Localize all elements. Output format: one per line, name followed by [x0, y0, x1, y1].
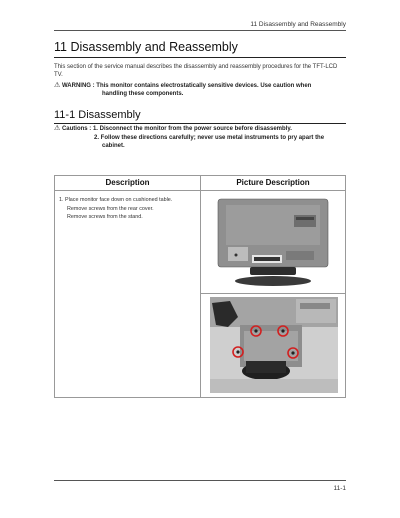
caution-line1: Cautions : 1. Disconnect the monitor from the power source before disassembly.	[61, 126, 292, 132]
caution-icon: ⚠	[54, 125, 61, 132]
step-1-line3: Remove screws from the stand.	[67, 214, 143, 220]
warning-text-line2: handling these components.	[102, 91, 184, 97]
picture-divider	[201, 293, 345, 294]
page-number: 11-1	[333, 485, 346, 492]
procedure-table	[54, 175, 346, 398]
running-header: 11 Disassembly and Reassembly	[250, 21, 346, 28]
intro-paragraph: This section of the service manual describes the disassembly and reassembly procedures for the TFT-LCD TV.	[54, 64, 338, 78]
stand-screws-photo	[210, 297, 338, 393]
column-divider	[200, 176, 201, 397]
section-title: 11 Disassembly and Reassembly	[54, 40, 346, 58]
column-header-picture: Picture Description	[236, 178, 310, 187]
step-1-line2: Remove screws from the rear cover.	[67, 205, 154, 212]
caution-line2: 2. Follow these directions carefully; never use metal instruments to pry apart the	[94, 134, 325, 141]
header-rule	[54, 30, 346, 31]
subsection-title: 11-1 Disassembly	[54, 109, 346, 124]
column-header-description: Description	[105, 178, 150, 187]
cautions-note	[54, 125, 346, 151]
step-1-description	[59, 196, 197, 222]
warning-text-line1: WARNING : This monitor contains electrostatically sensitive devices. Use caution when	[61, 83, 312, 89]
footer-rule	[54, 480, 346, 481]
rear-cover-photo	[216, 195, 330, 289]
warning-icon: ⚠	[54, 82, 61, 89]
caution-line3: cabinet.	[102, 143, 125, 149]
warning-note	[54, 82, 346, 98]
step-1-line1: 1. Place monitor face down on cushioned table.	[59, 197, 173, 203]
